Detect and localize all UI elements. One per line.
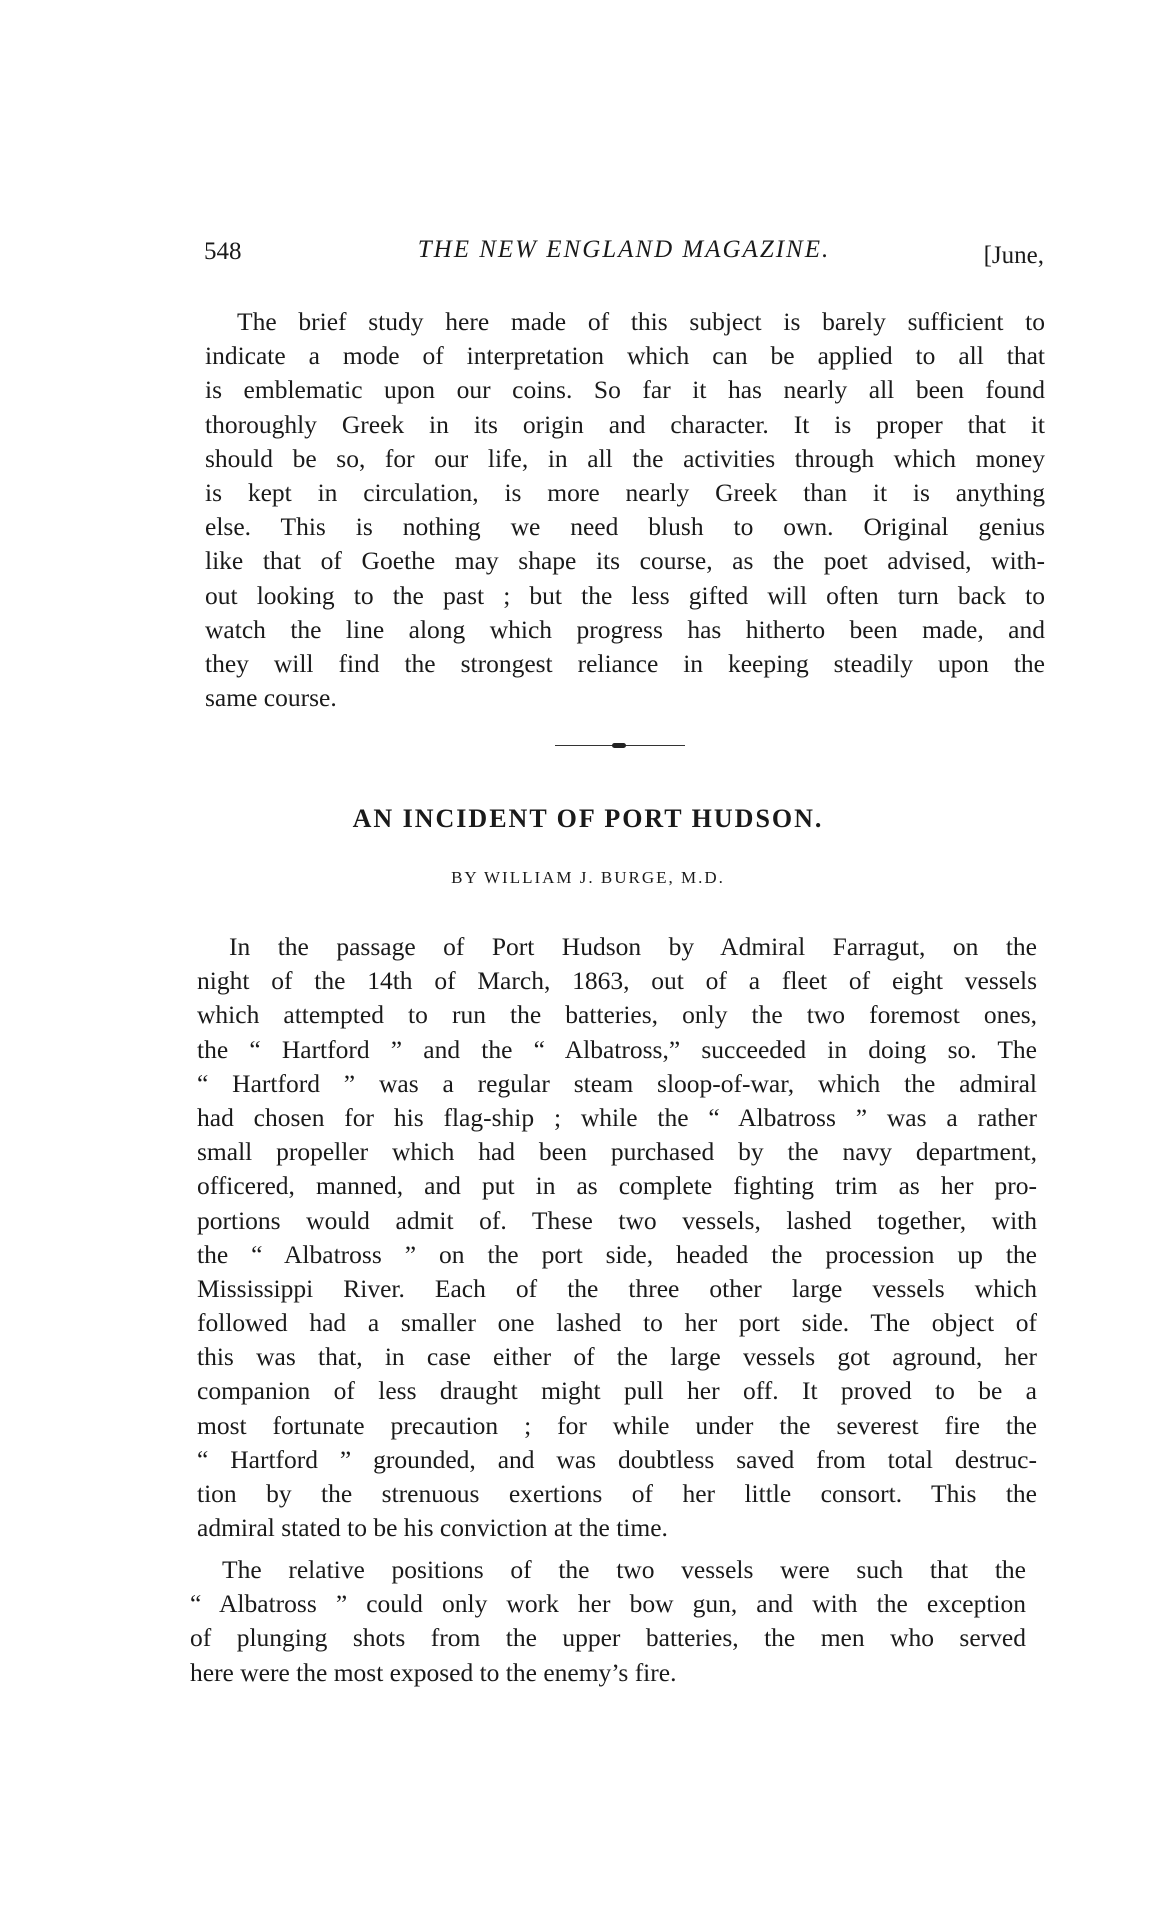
- text-line: watch the line along which progress has hitherto been made, and: [205, 614, 1045, 644]
- text-line: officered, manned, and put in as complete fighting trim as her pro-: [197, 1171, 1037, 1201]
- text-line: companion of less draught might pull her off. It proved to be a: [197, 1376, 1037, 1406]
- text-line: “ Hartford ” was a regular steam sloop-of-war, which the admiral: [197, 1068, 1037, 1098]
- text-line: most fortunate precaution ; for while under the severest fire the: [197, 1410, 1037, 1440]
- issue-month: [June,: [983, 242, 1044, 269]
- article-byline: BY WILLIAM J. BURGE, M.D.: [451, 868, 725, 887]
- text-line: is kept in circulation, is more nearly Greek than it is anything: [205, 477, 1045, 507]
- text-line: they will find the strongest reliance in keeping steadily upon the: [205, 648, 1045, 678]
- text-line: else. This is nothing we need blush to own. Original genius: [205, 512, 1045, 542]
- text-line: portions would admit of. These two vessels, lashed together, with: [197, 1205, 1037, 1235]
- text-line: like that of Goethe may shape its course, as the poet advised, with-: [205, 546, 1045, 576]
- text-line: “ Albatross ” could only work her bow gun, and with the exception: [190, 1589, 1026, 1619]
- magazine-title: THE NEW ENGLAND MAGAZINE.: [417, 236, 831, 263]
- article-title: AN INCIDENT OF PORT HUDSON.: [352, 804, 824, 833]
- running-header: [204, 236, 1044, 272]
- text-line: small propeller which had been purchased by the navy department,: [197, 1137, 1037, 1167]
- paragraph-opening: [197, 930, 1037, 1545]
- section-divider-ornament: [555, 744, 685, 748]
- text-line: The brief study here made of this subject is barely sufficient to: [237, 307, 1045, 336]
- text-line: indicate a mode of interpretation which can be applied to all that: [205, 341, 1045, 371]
- text-line: out looking to the past ; but the less gifted will often turn back to: [205, 580, 1045, 610]
- text-line: thoroughly Greek in its origin and character. It is proper that it: [205, 409, 1045, 439]
- text-line: which attempted to run the batteries, only the two foremost ones,: [197, 1000, 1037, 1030]
- text-line: In the passage of Port Hudson by Admiral Farragut, on the: [229, 932, 1037, 961]
- text-line: followed had a smaller one lashed to her port side. The object of: [197, 1308, 1037, 1338]
- text-line: “ Hartford ” grounded, and was doubtless saved from total destruc-: [197, 1444, 1037, 1474]
- text-line: of plunging shots from the upper batteries, the men who served: [190, 1623, 1026, 1653]
- text-line: should be so, for our life, in all the activities through which money: [205, 443, 1045, 473]
- text-line: night of the 14th of March, 1863, out of a fleet of eight vessels: [197, 966, 1037, 996]
- text-line: Mississippi River. Each of the three other large vessels which: [197, 1273, 1037, 1303]
- text-line: The relative positions of the two vessels were such that the: [222, 1555, 1026, 1584]
- text-line: here were the most exposed to the enemy’s fire.: [190, 1657, 677, 1687]
- text-line: tion by the strenuous exertions of her little consort. This the: [197, 1479, 1037, 1508]
- text-line: the “ Hartford ” and the “ Albatross,” succeeded in doing so. The: [197, 1034, 1037, 1064]
- page-number: 548: [204, 238, 242, 265]
- text-line: the “ Albatross ” on the port side, headed the procession up the: [197, 1239, 1037, 1269]
- paragraph-closing: [205, 305, 1045, 715]
- text-line: is emblematic upon our coins. So far it has nearly all been found: [205, 375, 1045, 405]
- text-line: had chosen for his flag-ship ; while the “ Albatross ” was a rather: [197, 1102, 1037, 1132]
- text-line: admiral stated to be his conviction at the time.: [197, 1513, 668, 1543]
- paragraph-second: [190, 1553, 1026, 1690]
- text-line: this was that, in case either of the large vessels got aground, her: [197, 1342, 1037, 1372]
- text-line: same course.: [205, 683, 337, 713]
